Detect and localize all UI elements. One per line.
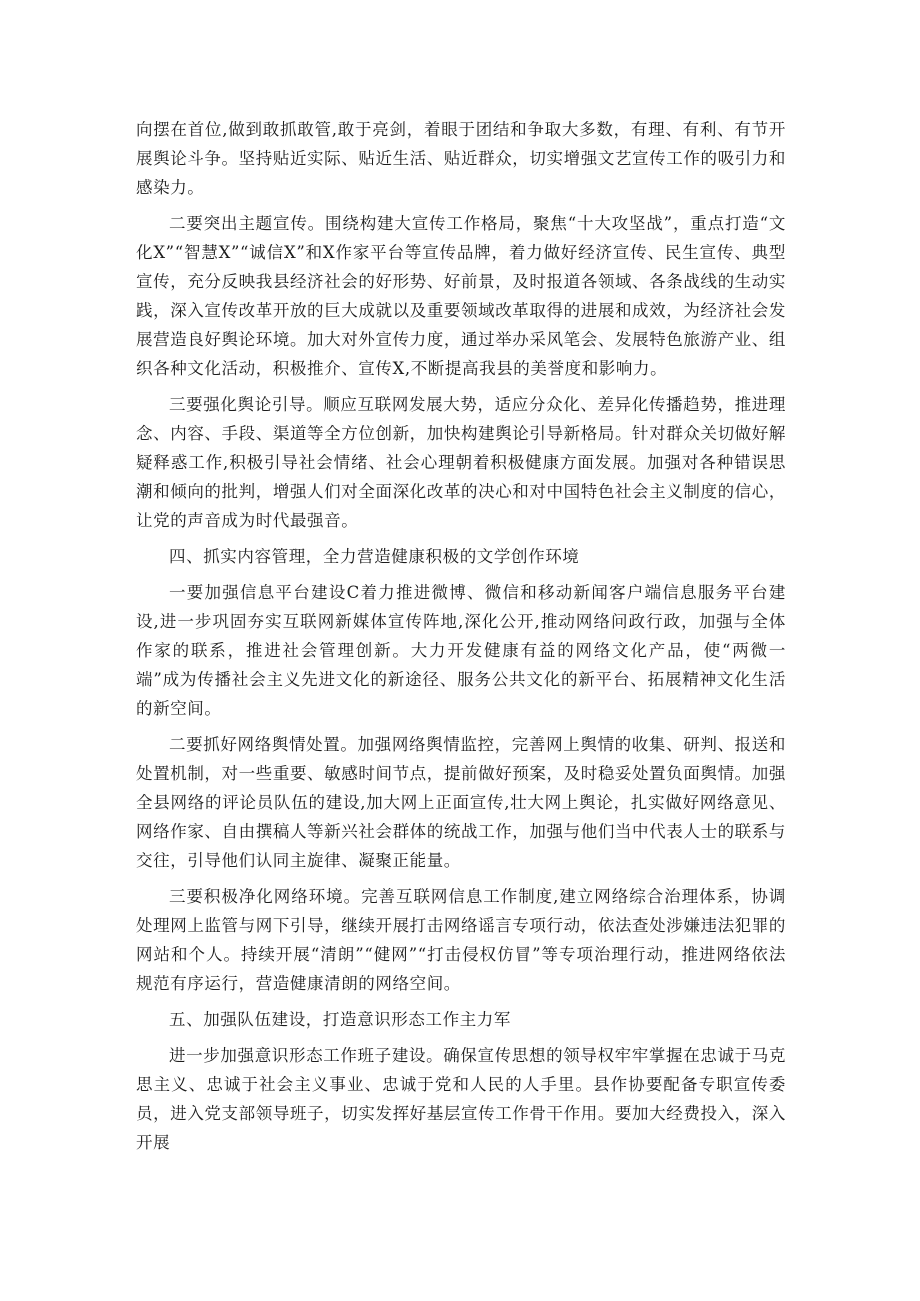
paragraph-info-platform: 一要加强信息平台建设C着力推进微博、微信和移动新闻客户端信息服务平台建设,进一步巩固夯实互联网新媒体宣传阵地,深化公开,推动网络问政行政，加强与全体作家的联系，推进社会管理创新。大力开发健康有益的网络文化产品，使“两微一端”成为传播社会主义先进文化的新途径、服务公共文化的新平台、拓展精神文化生活的新空间。 (136, 583, 786, 718)
section-heading-content-management: 四、抓实内容管理，全力营造健康积极的文学创作环境 (169, 547, 580, 566)
paragraph-network-opinion: 二要抓好网络舆情处置。加强网络舆情监控，完善网上舆情的收集、研判、报送和处置机制，对一些重要、敏感时间节点，提前做好预案，及时稳妥处置负面舆情。加强全县网络的评论员队伍的建设,加大网上正面宣传,壮大网上舆论，扎实做好网络意见、网络作家、自由撰稿人等新兴社会群体的统战工作，加强与他们当中代表人士的联系与交往，引导他们认同主旋律、凝聚正能量。 (136, 735, 786, 870)
paragraph-theme-publicity: 二要突出主题宣传。围绕构建大宣传工作格局，聚焦“十大攻坚战”，重点打造“文化X”“智慧X”“诚信X”和X作家平台等宣传品牌，着力做好经济宣传、民生宣传、典型宣传，充分反映我县经济社会的好形势、好前景，及时报道各领域、各条战线的生动实践，深入宣传改革开放的巨大成就以及重要领域改革取得的进展和成效，为经济社会发展营造良好舆论环境。加大对外宣传力度，通过举办采风笔会、发展特色旅游产业、组织各种文化活动，积极推介、宣传X,不断提高我县的美誉度和影响力。 (136, 214, 786, 378)
paragraph-continued: 向摆在首位,做到敢抓敢管,敢于亮剑，着眼于团结和争取大多数，有理、有利、有节开展舆论斗争。坚持贴近实际、贴近生活、贴近群众，切实增强文艺宣传工作的吸引力和感染力。 (136, 120, 786, 197)
paragraph-team-building: 进一步加强意识形态工作班子建设。确保宣传思想的领导权牢牢掌握在忠诚于马克思主义、忠诚于社会主义事业、忠诚于党和人民的人手里。县作协要配备专职宣传委员，进入党支部领导班子，切实发挥好基层宣传工作骨干作用。要加大经费投入，深入开展 (136, 1046, 786, 1152)
section-heading-team-building: 五、加强队伍建设，打造意识形态工作主力军 (169, 1010, 511, 1029)
paragraph-network-environment: 三要积极净化网络环境。完善互联网信息工作制度,建立网络综合治理体系，协调处理网上监管与网下引导，继续开展打击网络谣言专项行动，依法查处涉嫌违法犯罪的网站和个人。持续开展“清朗”“健网”“打击侵权仿冒”等专项治理行动，推进网络依法规范有序运行，营造健康清朗的网络空间。 (136, 887, 786, 993)
document-body (136, 115, 786, 1164)
paragraph-opinion-guidance: 三要强化舆论引导。顺应互联网发展大势，适应分众化、差异化传播趋势，推进理念、内容、手段、渠道等全方位创新，加快构建舆论引导新格局。针对群众关切做好解疑释惑工作,积极引导社会情绪、社会心理朝着积极健康方面发展。加强对各种错误思潮和倾向的批判，增强人们对全面深化改革的决心和对中国特色社会主义制度的信心，让党的声音成为时代最强音。 (136, 395, 786, 530)
